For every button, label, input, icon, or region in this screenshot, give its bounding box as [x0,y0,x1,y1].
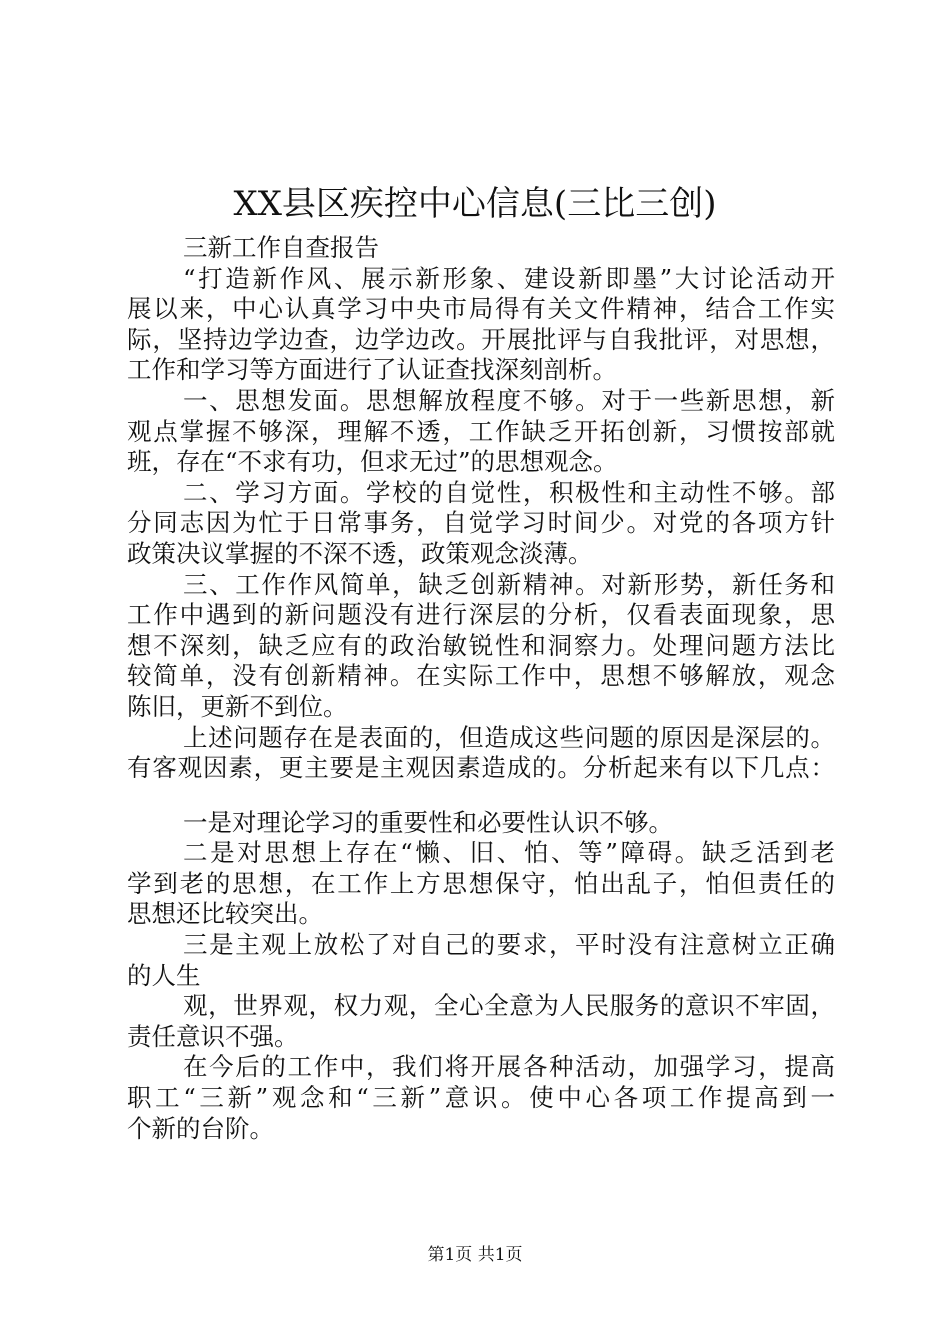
text-line: 观点掌握不够深，理解不透，工作缺乏开拓创新，习惯按部就 [127,416,835,446]
text-line: 一、思想发面。思想解放程度不够。对于一些新思想，新 [183,385,835,415]
text-line: 学到老的思想，在工作上方思想保守，怕出乱子，怕但责任的 [127,868,835,898]
text-line: 班，存在“不求有功，但求无过”的思想观念。 [127,447,618,477]
text-line: 思想还比较突出。 [127,899,323,929]
text-line: 想不深刻，缺乏应有的政治敏锐性和洞察力。处理问题方法比 [127,630,835,660]
text-line: 政策决议掌握的不深不透，政策观念淡薄。 [127,538,593,568]
text-line: 较简单，没有创新精神。在实际工作中，思想不够解放，观念 [127,661,835,691]
text-line: 三、工作作风简单，缺乏创新精神。对新形势，新任务和 [183,569,835,599]
text-line: 陈旧，更新不到位。 [127,691,348,721]
text-line: 观，世界观，权力观，全心全意为人民服务的意识不牢固， [183,991,835,1021]
text-line: 工作和学习等方面进行了认证查找深刻剖析。 [127,355,617,385]
document-title: XX县区疾控中心信息(三比三创) [233,184,717,224]
text-line: 个新的台阶。 [127,1113,274,1143]
document-body [127,233,835,1144]
text-line: 职工“三新”观念和“三新”意识。使中心各项工作提高到一 [127,1083,835,1113]
text-line: 三是主观上放松了对自己的要求，平时没有注意树立正确 [183,930,835,960]
text-line: 一是对理论学习的重要性和必要性认识不够。 [183,807,673,837]
text-line: 在今后的工作中，我们将开展各种活动，加强学习，提高 [183,1052,835,1082]
text-line: 工作中遇到的新问题没有进行深层的分析，仅看表面现象，思 [127,600,835,630]
page-footer: 第1页 共1页 [427,1245,523,1265]
text-line: 分同志因为忙于日常事务，自觉学习时间少。对党的各项方针 [127,508,835,538]
text-line: 责任意识不强。 [127,1021,299,1051]
text-line: “打造新作风、展示新形象、建设新即墨”大讨论活动开 [183,263,835,293]
text-line: 三新工作自查报告 [183,233,379,262]
text-line: 际，坚持边学边查，边学边改。开展批评与自我批评，对思想， [127,324,835,354]
text-line: 的人生 [127,960,201,990]
text-line: 二是对思想上存在“懒、旧、怕、等”障碍。缺乏活到老 [183,838,835,868]
text-line: 二、学习方面。学校的自觉性，积极性和主动性不够。部 [183,477,835,507]
text-line: 上述问题存在是表面的，但造成这些问题的原因是深层的。 [183,722,835,752]
blank-line [127,784,835,808]
text-line: 有客观因素，更主要是主观因素造成的。分析起来有以下几点： [127,753,835,783]
text-line: 展以来，中心认真学习中央市局得有关文件精神，结合工作实 [127,294,835,324]
